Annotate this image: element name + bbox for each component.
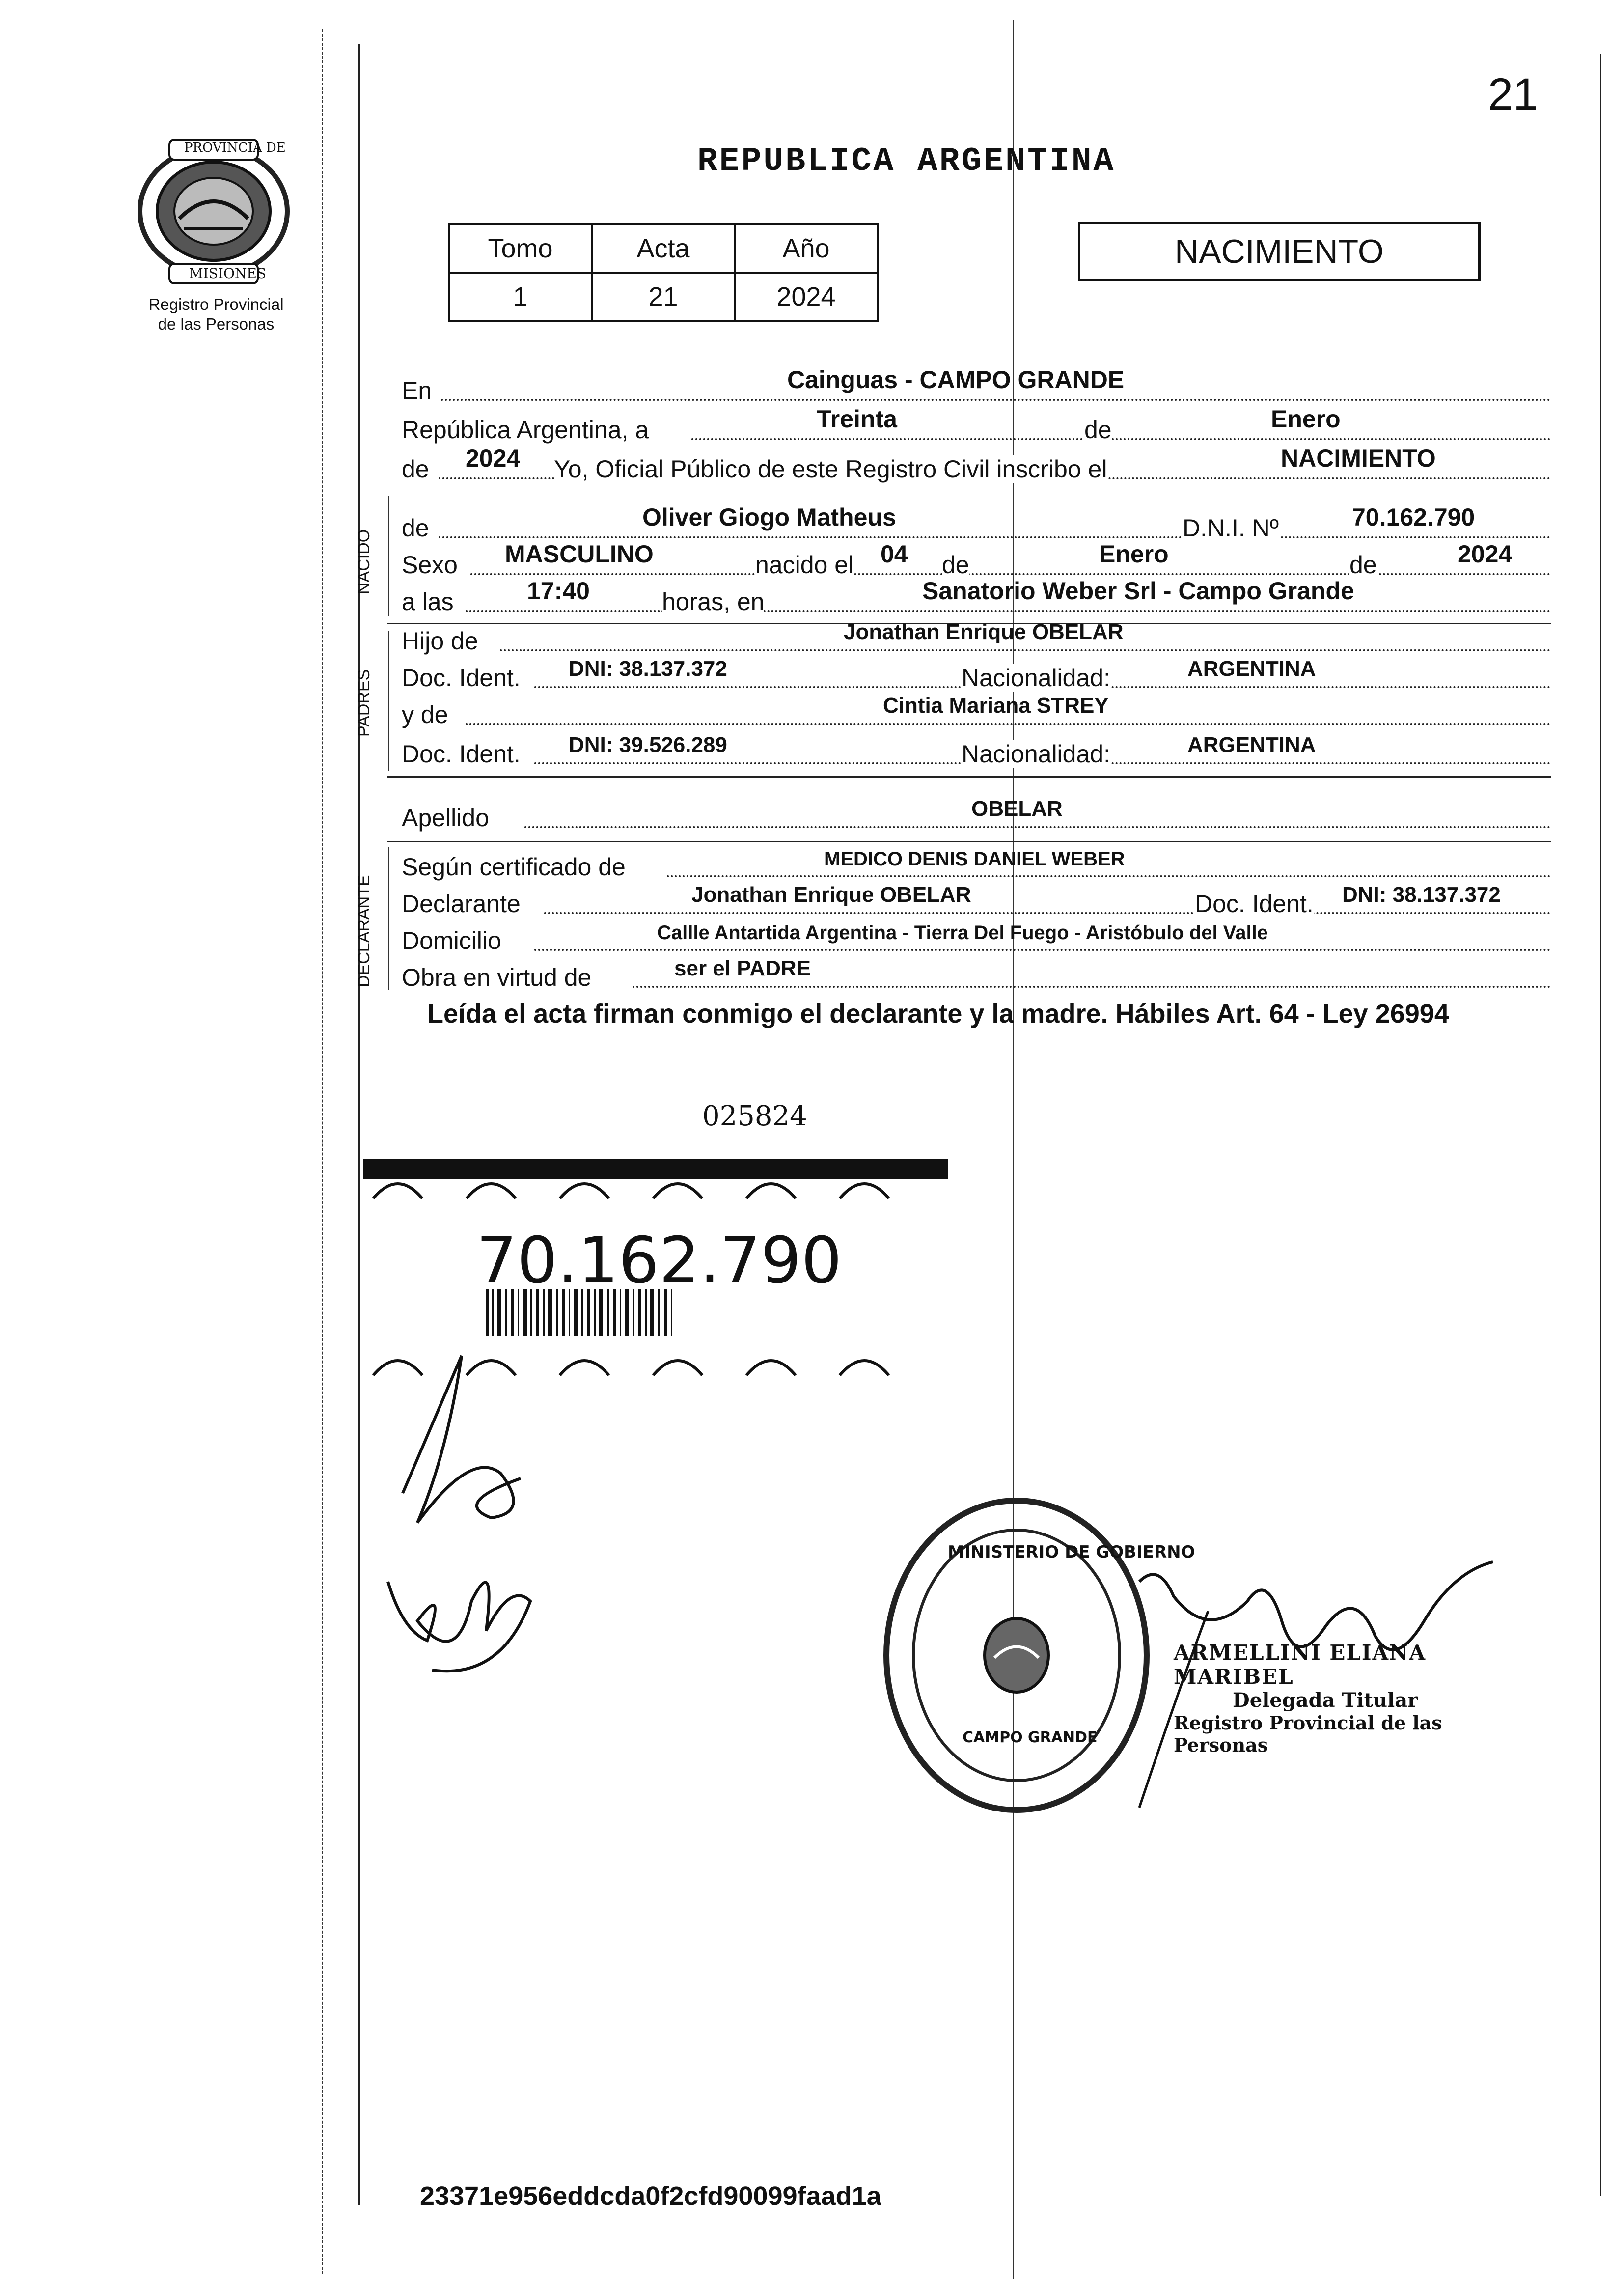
official-stamp: [1174, 1641, 1478, 1756]
row-nacido-sex: [402, 540, 1551, 582]
row-mother: [402, 693, 1551, 732]
stamp-name: ARMELLINI ELIANA MARIBEL: [1174, 1641, 1427, 1689]
nacido-bracket: [388, 496, 389, 616]
de-label: de: [402, 455, 429, 483]
de-label: de: [402, 514, 429, 542]
table-cell-acta: 21: [592, 273, 735, 321]
birth-month-value: Enero: [1099, 540, 1169, 568]
stamp-title: Delegada Titular: [1233, 1689, 1418, 1712]
de-label: de: [1349, 551, 1377, 579]
barcode-number: 70.162.790: [476, 1223, 842, 1298]
dotted-line: [524, 826, 1551, 828]
declarant-name-value: Jonathan Enrique OBELAR: [691, 883, 971, 907]
emblem-top-text: PROVINCIA DE: [184, 140, 286, 155]
apellido-label: Apellido: [402, 804, 489, 832]
nationality-label: Nacionalidad:: [962, 664, 1110, 692]
document-hash: 23371e956eddcda0f2cfd90099faad1a: [420, 2181, 881, 2211]
place-value: Cainguas - CAMPO GRANDE: [787, 366, 1125, 393]
yde-label: y de: [402, 701, 448, 728]
declarante-label: Declarante: [402, 890, 521, 918]
cert-label: Según certificado de: [402, 853, 626, 881]
row-declarant: [402, 882, 1551, 921]
dotted-line: [466, 610, 1551, 612]
sexo-label: Sexo: [402, 551, 458, 579]
republic-label: República Argentina, a: [402, 416, 649, 444]
row-en: [402, 368, 1551, 408]
section-rule: [387, 776, 1551, 778]
seal-text: [874, 1827, 889, 1828]
declarante-section-label: DECLARANTE: [355, 875, 373, 987]
mother-name-value: Cintia Mariana STREY: [883, 694, 1109, 718]
father-name-value: Jonathan Enrique OBELAR: [844, 620, 1124, 644]
right-rule: [1600, 54, 1601, 2196]
page-number: 21: [1488, 69, 1539, 119]
en-label: En: [402, 377, 432, 404]
address-value: Callle Antartida Argentina - Tierra Del Fuego - Aristóbulo del Valle: [657, 922, 1268, 944]
dotted-line: [667, 875, 1551, 877]
act-type-value: NACIMIENTO: [1281, 445, 1436, 472]
document-title: REPUBLICA ARGENTINA: [697, 142, 1116, 180]
row-father: [402, 619, 1551, 658]
seal-inner-text: MINISTERIO DE GOBIERNO: [948, 1542, 1195, 1562]
registry-table: [448, 223, 879, 322]
table-header-tomo: Tomo: [449, 224, 592, 273]
stamp-registry: Registro Provincial de las Personas: [1174, 1712, 1442, 1756]
declarant-signature: [373, 1326, 648, 1700]
padres-bracket: [388, 631, 389, 771]
nacido-section-label: NACIDO: [355, 529, 373, 594]
nacido-el-label: nacido el: [755, 551, 854, 579]
row-father-doc: [402, 656, 1551, 695]
row-mother-doc: [402, 732, 1551, 771]
sexo-value: MASCULINO: [505, 540, 654, 568]
handwritten-number: 025824: [702, 1100, 807, 1132]
table-header-anio: Año: [735, 224, 878, 273]
logo-caption: [118, 295, 314, 334]
hour-value: 17:40: [527, 577, 590, 605]
de-label: de: [1084, 416, 1112, 444]
left-rule: [358, 44, 360, 2205]
padres-section-label: PADRES: [355, 669, 373, 737]
declarante-bracket: [388, 847, 389, 990]
dotted-line: [544, 912, 1551, 914]
row-reason: [402, 955, 1551, 995]
apellido-value: OBELAR: [971, 797, 1063, 821]
seal-bottom-text: CAMPO GRANDE: [963, 1729, 1098, 1746]
place-label: horas, en: [662, 588, 765, 615]
month-value: Enero: [1271, 405, 1341, 433]
row-year: [402, 447, 1551, 486]
dotted-line: [466, 723, 1551, 725]
doc-label: Doc. Ident.: [1195, 890, 1314, 918]
dni-label: D.N.I. Nº: [1183, 514, 1279, 542]
section-rule: [387, 841, 1551, 842]
cert-value: MEDICO DENIS DANIEL WEBER: [824, 848, 1125, 870]
domicilio-label: Domicilio: [402, 927, 501, 954]
dotted-line: [633, 986, 1551, 988]
officer-text: Yo, Oficial Público de este Registro Civil inscribo el: [554, 455, 1107, 483]
father-doc-value: DNI: 38.137.372: [569, 657, 727, 681]
table-cell-tomo: 1: [449, 273, 592, 321]
registry-seal: [879, 1493, 1154, 1817]
birth-day-value: 04: [881, 540, 908, 568]
legal-text: Leída el acta firman conmigo el declarante y la madre. Hábiles Art. 64 - Ley 26994: [427, 999, 1449, 1029]
row-nacido-name: [402, 503, 1551, 545]
emblem-bottom-text: MISIONES: [189, 265, 267, 281]
birth-year-value: 2024: [1458, 540, 1513, 568]
center-fold-line: [1013, 20, 1014, 2279]
de-label: de: [942, 551, 969, 579]
child-dni-value: 70.162.790: [1352, 503, 1475, 531]
row-apellido: [402, 796, 1551, 835]
logo-caption-line2: de las Personas: [158, 315, 275, 333]
birth-place-value: Sanatorio Weber Srl - Campo Grande: [922, 577, 1354, 605]
declarant-doc-value: DNI: 38.137.372: [1342, 883, 1501, 907]
father-nationality-value: ARGENTINA: [1187, 657, 1316, 681]
row-date: [402, 405, 1551, 447]
dotted-line: [691, 438, 1551, 440]
dotted-line: [534, 949, 1551, 951]
child-name-value: Oliver Giogo Matheus: [642, 503, 896, 531]
hour-label: a las: [402, 588, 454, 615]
year-value: 2024: [466, 445, 521, 472]
doc-label: Doc. Ident.: [402, 740, 521, 768]
hijo-label: Hijo de: [402, 627, 478, 655]
logo-caption-line1: Registro Provincial: [148, 295, 284, 313]
table-header-acta: Acta: [592, 224, 735, 273]
dotted-line: [439, 536, 1551, 538]
day-value: Treinta: [817, 405, 897, 433]
row-certificate: [402, 845, 1551, 884]
mother-doc-value: DNI: 39.526.289: [569, 733, 727, 757]
obra-label: Obra en virtud de: [402, 964, 592, 991]
reason-value: ser el PADRE: [674, 956, 811, 980]
doc-label: Doc. Ident.: [402, 664, 521, 692]
dotted-line: [470, 573, 1551, 575]
table-cell-anio: 2024: [735, 273, 878, 321]
dotted-line: [441, 399, 1551, 401]
row-nacido-hour: [402, 577, 1551, 619]
nationality-label: Nacionalidad:: [962, 740, 1110, 768]
left-fold-line: [322, 29, 323, 2274]
mother-nationality-value: ARGENTINA: [1187, 733, 1316, 757]
dotted-line: [500, 649, 1551, 651]
document-type-box: NACIMIENTO: [1078, 222, 1481, 281]
row-address: [402, 919, 1551, 958]
